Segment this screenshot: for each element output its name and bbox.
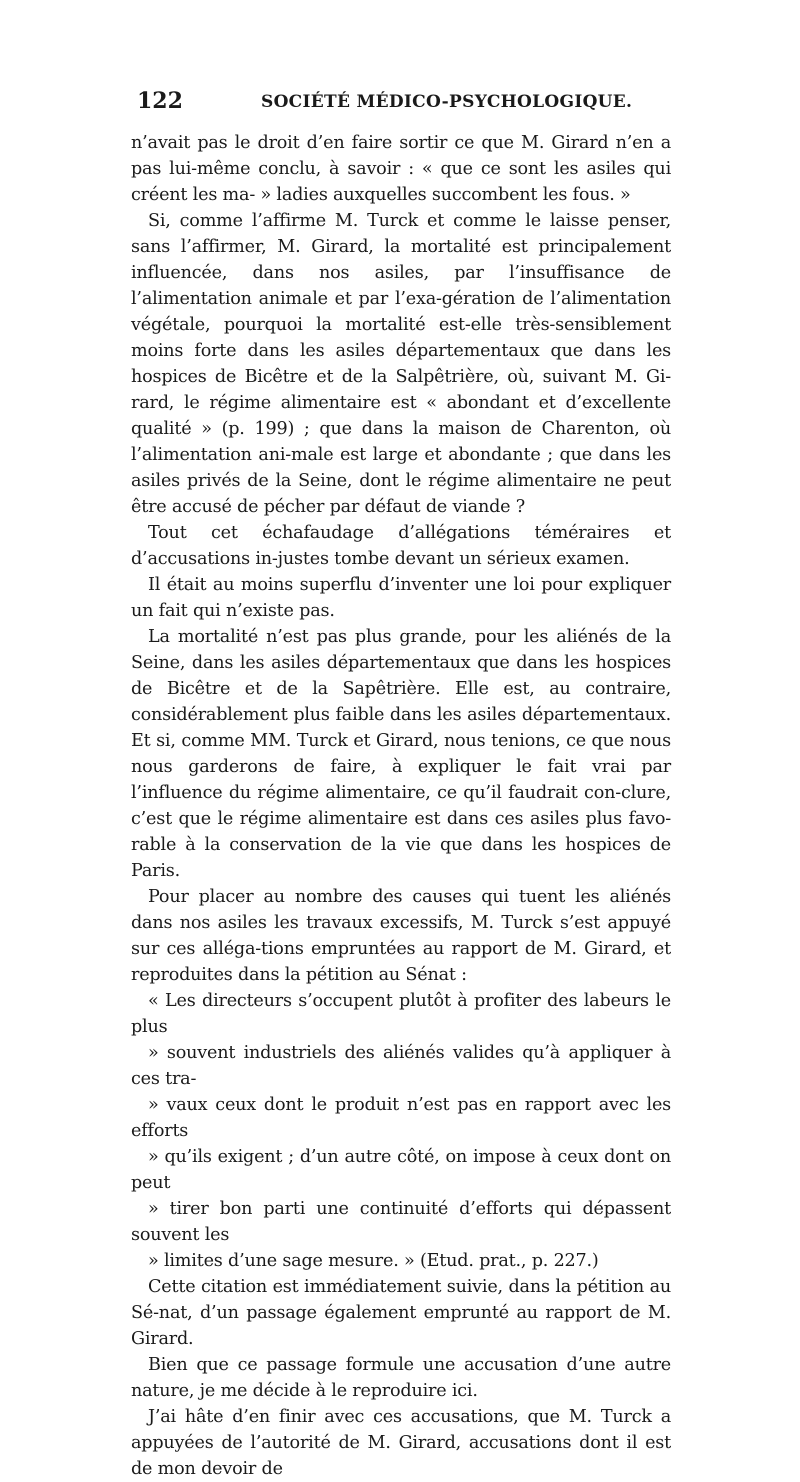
quote-line: » limites d’une sage mesure. » (Etud. prat., p. 227.) — [148, 1251, 599, 1271]
paragraph: Tout cet échafaudage d’allégations téméraires et d’accusations in-justes tombe devant un sérieux examen. — [131, 523, 671, 569]
paragraph: n’avait pas le droit d’en faire sortir ce que M. Girard n’en a pas lui-même conclu, à savoir : « que ce sont les asiles qui créent les ma- » ladies auxquelles succombent les fous. » — [131, 133, 671, 205]
quote-line: » souvent industriels des aliénés valides qu’à appliquer à ces tra- — [131, 1043, 671, 1089]
quote-line: « Les directeurs s’occupent plutôt à profiter des labeurs le plus — [131, 991, 671, 1037]
paragraph: Si, comme l’affirme M. Turck et comme le laisse penser, sans l’affirmer, M. Girard, la mortalité est principalement influencée, dans nos asiles, par l’insuffisance de l’alimentation animale et par l’exa-gération de l’alimentation végétale, pourquoi la mortalité est-elle très-sensiblement moins forte dans les asiles départementaux que dans les hospices de Bicêtre et de la Salpêtrière, où, suivant M. Gi-rard, le régime alimentaire est « abondant et d’excellente qualité » (p. 199) ; que dans la maison de Charenton, où l’alimentation ani-male est large et abondante ; que dans les asiles privés de la Seine, dont le régime alimentaire ne peut être accusé de pécher par défaut de viande ? — [131, 211, 671, 517]
quote-line: » vaux ceux dont le produit n’est pas en rapport avec les efforts — [131, 1095, 671, 1141]
quote-line: » qu’ils exigent ; d’un autre côté, on impose à ceux dont on peut — [131, 1147, 671, 1193]
paragraph: J’ai hâte d’en finir avec ces accusations, que M. Turck a appuyées de l’autorité de M. Girard, accusations dont il est de mon devoir de — [131, 1407, 671, 1479]
paragraph: Bien que ce passage formule une accusation d’une autre nature, je me décide à le reproduire ici. — [131, 1355, 671, 1401]
paragraph: Pour placer au nombre des causes qui tuent les aliénés dans nos asiles les travaux excessifs, M. Turck s’est appuyé sur ces alléga-tions empruntées au rapport de M. Girard, et reproduites dans la pétition au Sénat : — [131, 887, 671, 985]
paragraph: Il était au moins superflu d’inventer une loi pour expliquer un fait qui n’existe pas. — [131, 575, 671, 621]
body-text — [131, 130, 671, 1482]
paragraph: La mortalité n’est pas plus grande, pour les aliénés de la Seine, dans les asiles départementaux que dans les hospices de Bicêtre et de la Sapêtrière. Elle est, au contraire, considérablement plus faible dans les asiles départementaux. Et si, comme MM. Turck et Girard, nous tenions, ce que nous nous garderons de faire, à expliquer le fait vrai par l’influence du régime alimentaire, ce qu’il faudrait con-clure, c’est que le régime alimentaire est dans ces asiles plus favo-rable à la conservation de la vie que dans les hospices de Paris. — [131, 627, 671, 881]
page-header — [137, 88, 667, 118]
running-title: SOCIÉTÉ MÉDICO-PSYCHOLOGIQUE. — [261, 92, 633, 112]
quote-line: » tirer bon parti une continuité d’efforts qui dépassent souvent les — [131, 1199, 671, 1245]
paragraph: Cette citation est immédiatement suivie, dans la pétition au Sé-nat, d’un passage également emprunté au rapport de M. Girard. — [131, 1277, 671, 1349]
page-number: 122 — [137, 88, 183, 114]
block-quote — [131, 988, 671, 1274]
